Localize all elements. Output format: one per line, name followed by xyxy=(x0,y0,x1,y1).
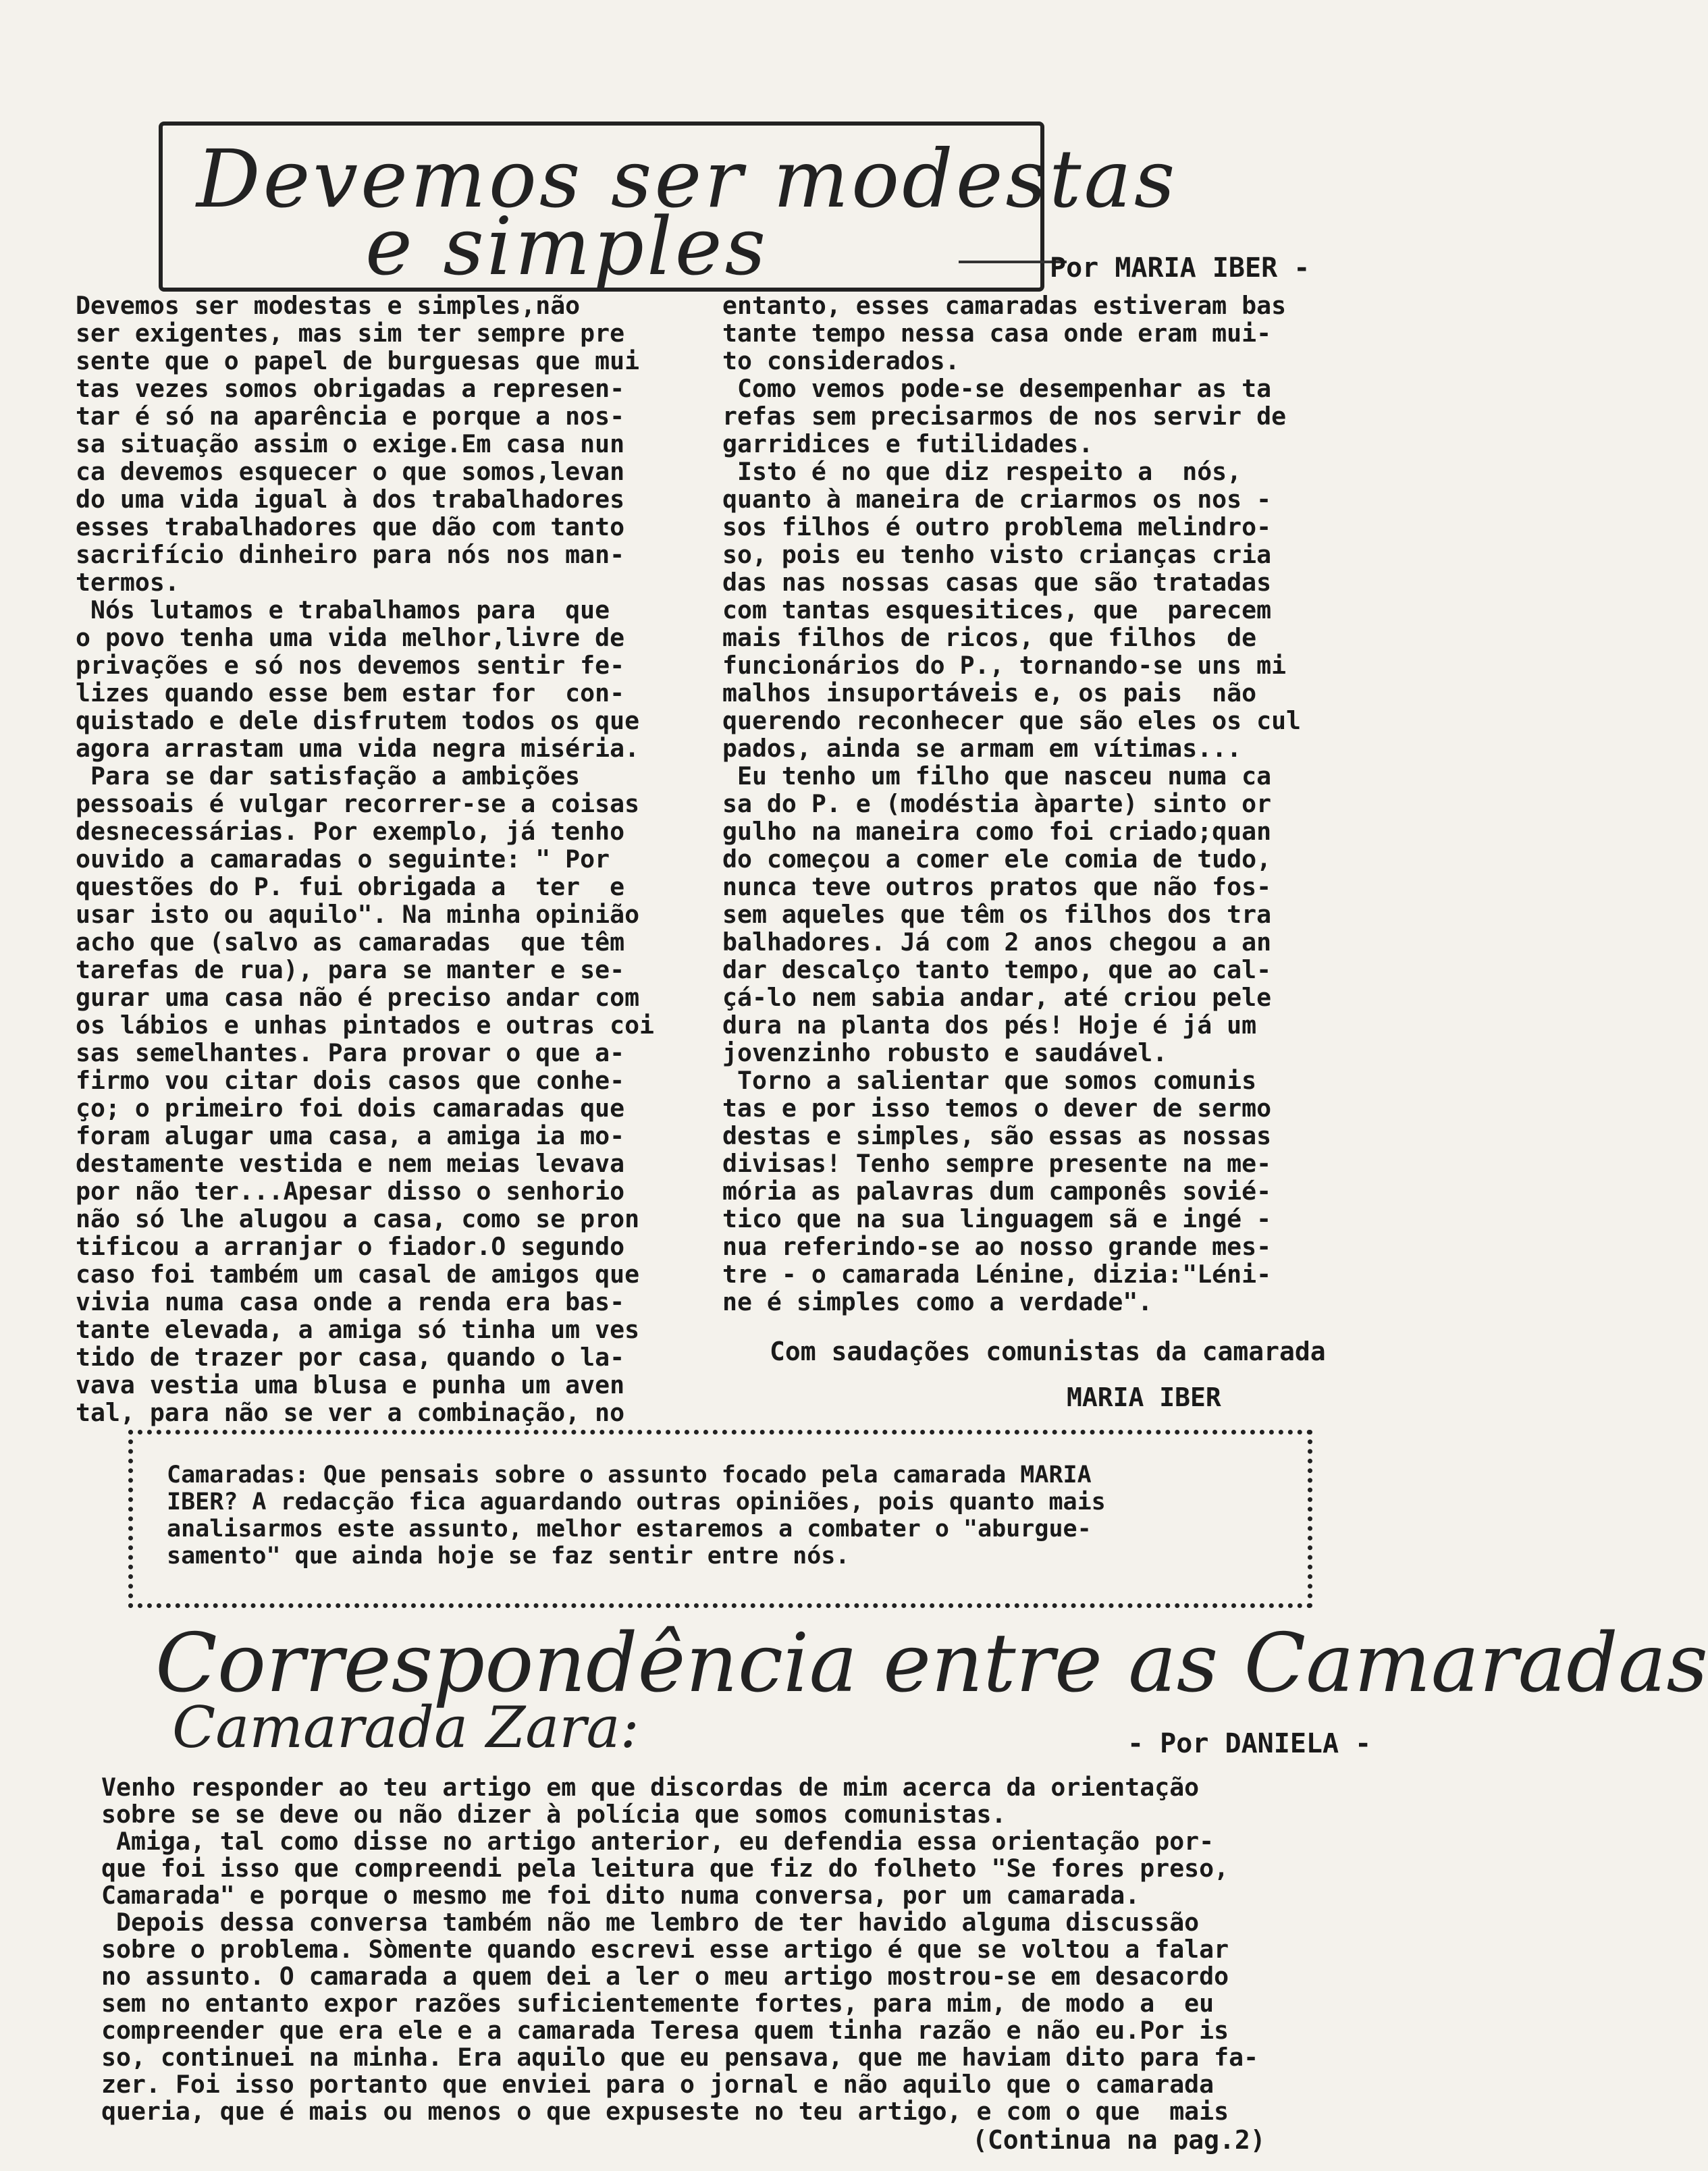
article-byline: Por MARIA IBER - xyxy=(1050,252,1310,284)
section-title: Correspondência entre as Camaradas xyxy=(155,1617,1708,1711)
signature: MARIA IBER xyxy=(1067,1383,1221,1412)
article-column-right: entanto, esses camaradas estiveram bas tante tempo nessa casa onde eram mui- to considerados. Como vemos pode-se desempenhar as ta refas sem precisarmos de nos servir de garridices e futilidades. Isto é no que diz respeito a nós, quanto à maneira de criarmos os nos - sos filhos é outro problema melindro- so, pois eu tenho visto crianças cria das nas nossas casas que são tratadas com tantas esquesitices, que parecem mais filhos de ricos, que filhos de funcionários do P., tornando-se uns mi malhos insuportáveis e, os pais não querendo reconhecer que são eles os cul pados, ainda se armam em vítimas... Eu tenho um filho que nasceu numa ca sa do P. e (modéstia àparte) sinto or gulho na maneira como foi criado;quan do começou a comer ele comia de tudo, nunca teve outros pratos que não fos- sem aqueles que têm os filhos dos tra balhadores. Já com 2 anos chegou a an dar descalço tanto tempo, que ao cal- çá-lo nem sabia andar, até criou pele dura na planta dos pés! Hoje é já um jovenzinho robusto e saudável. Torno a salientar que somos comunis tas e por isso temos o dever de sermo destas e simples, são essas as nossas divisas! Tenho sempre presente na me- mória as palavras dum camponês sovié- tico que na sua linguagem sã e ingé - nua referindo-se ao nosso grande mes- tre - o camarada Lénine, dizia:"Léni- ne é simples como a verdade". xyxy=(722,291,1302,1316)
article-column-left: Devemos ser modestas e simples,não ser exigentes, mas sim ter sempre pre sente que o papel de burguesas que mui tas vezes somos obrigadas a represen- tar é só na aparência e porque a nos- sa situação assim o exige.Em casa nun ca devemos esquecer o que somos,levan do uma vida igual à dos trabalhadores esses trabalhadores que dão com tanto sacrifício dinheiro para nós nos man- termos. Nós lutamos e trabalhamos para que o povo tenha uma vida melhor,livre de privações e só nos devemos sentir fe- lizes quando esse bem estar for con- quistado e dele disfrutem todos os que agora arrastam uma vida negra miséria. Para se dar satisfação a ambições pessoais é vulgar recorrer-se a coisas desnecessárias. Por exemplo, já tenho ouvido a camaradas o seguinte: " Por questões do P. fui obrigada a ter e usar isto ou aquilo". Na minha opinião acho que (salvo as camaradas que têm tarefas de rua), para se manter e se- gurar uma casa não é preciso andar com os lábios e unhas pintados e outras coi sas semelhantes. Para provar o que a- firmo vou citar dois casos que conhe- ço; o primeiro foi dois camaradas que foram alugar uma casa, a amiga ia mo- destamente vestida e nem meias levava por não ter...Apesar disso o senhorio não só lhe alugou a casa, como se pron tificou a arranjar o fiador.O segundo caso foi também um casal de amigos que vivia numa casa onde a renda era bas- tante elevada, a amiga só tinha um ves tido de trazer por casa, quando o la- vava vestia uma blusa e punha um aven tal, para não se ver a combinação, no xyxy=(76,291,655,1427)
editor-note-box xyxy=(128,1430,1312,1608)
continued-note: (Continua na pag.2) xyxy=(972,2125,1266,2155)
editor-note-text: Camaradas: Que pensais sobre o assunto focado pela camarada MARIA IBER? A redacção fica aguardando outras opiniões, pois quanto mais analisarmos este assunto, melhor estaremos a combater o "aburgue- samento" que ainda hoje se faz sentir entre nós. xyxy=(167,1462,1106,1570)
closing-greeting: Com saudações comunistas da camarada xyxy=(770,1337,1326,1366)
letter-salutation: Camarada Zara: xyxy=(172,1694,639,1761)
article-title-line1: Devemos ser modestas xyxy=(196,132,1178,225)
article-title-box xyxy=(159,122,1178,293)
letter-body: Venho responder ao teu artigo em que discordas de mim acerca da orientação sobre se se deve ou não dizer à polícia que somos comunistas. Amiga, tal como disse no artigo anterior, eu defendia essa orientação por- que foi isso que compreendi pela leitura que fiz do folheto "Se fores preso, Camarada" e porque o mesmo me foi dito numa conversa, por um camarada. Depois dessa conversa também não me lembro de ter havido alguma discussão sobre o problema. Sòmente quando escrevi esse artigo é que se voltou a falar no assunto. O camarada a quem dei a ler o meu artigo mostrou-se em desacordo sem no entanto expor razões suficientemente fortes, para mim, de modo a eu compreender que era ele e a camarada Teresa quem tinha razão e não eu.Por is so, continuei na minha. Era aquilo que eu pensava, que me haviam dito para fa- zer. Foi isso portanto que enviei para o jornal e não aquilo que o camarada queria, que é mais ou menos o que expuseste no teu artigo, e com o que mais xyxy=(101,1773,1259,2126)
article-title-line2: e simples xyxy=(365,200,769,293)
letter-byline: - Por DANIELA - xyxy=(1127,1728,1372,1759)
